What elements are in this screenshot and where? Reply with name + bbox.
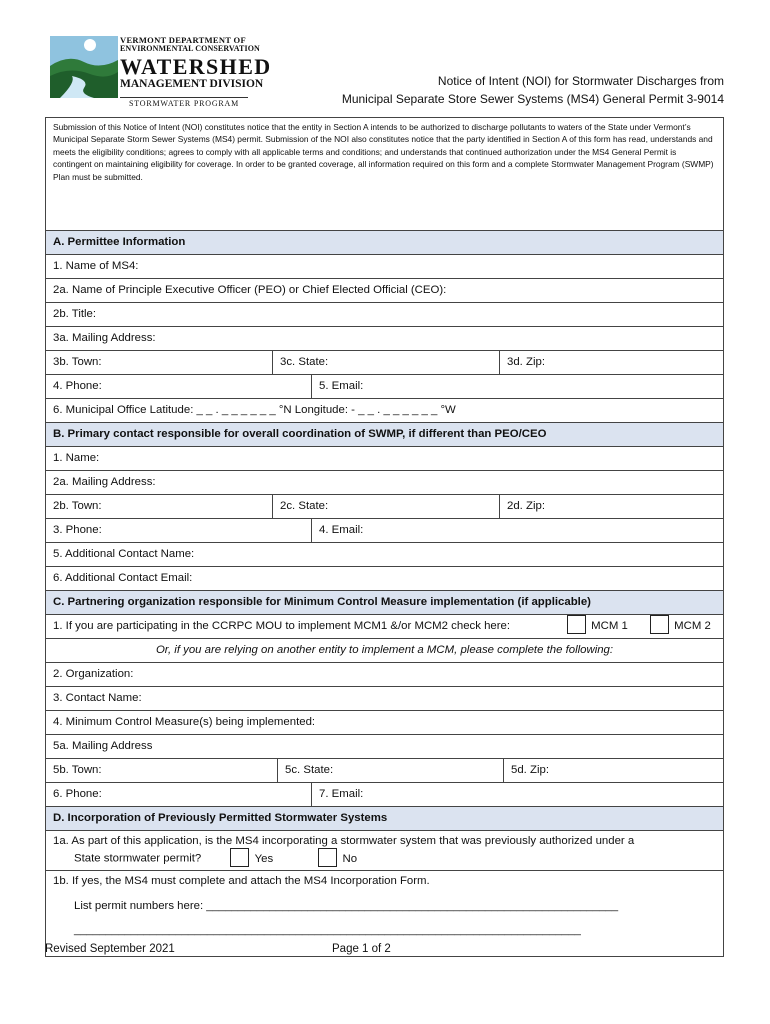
logo-line-1: VERMONT DEPARTMENT OF [120, 35, 246, 45]
peo-title-field[interactable]: 2b. Title: [46, 303, 723, 327]
q1a-row [46, 831, 723, 871]
mcm2-checkbox[interactable] [650, 615, 669, 634]
a-mailing-address-field[interactable]: 3a. Mailing Address: [46, 327, 723, 351]
a-town-state-zip-row [46, 351, 723, 375]
ccrpc-label: 1. If you are participating in the CCRPC MOU to implement MCM1 &/or MCM2 check here: [53, 620, 511, 632]
b-town-state-zip-row [46, 495, 723, 519]
logo-line-2: ENVIRONMENTAL CONSERVATION [120, 43, 260, 53]
page-number: Page 1 of 2 [332, 943, 391, 955]
section-b-heading: B. Primary contact responsible for overall coordination of SWMP, if different than PEO/CEO [46, 423, 723, 447]
c-town-state-zip-row [46, 759, 723, 783]
b-additional-contact-email-field[interactable]: 6. Additional Contact Email: [46, 567, 723, 591]
agency-logo [50, 35, 272, 108]
q1b-text: 1b. If yes, the MS4 must complete and attach the MS4 Incorporation Form. [53, 875, 430, 887]
mcm1-label: MCM 1 [591, 620, 628, 632]
ccrpc-row [46, 615, 723, 639]
section-a-heading: A. Permittee Information [46, 231, 723, 255]
document-title-line-1: Notice of Intent (NOI) for Stormwater Discharges from [437, 74, 724, 88]
c-state-field[interactable]: 5c. State: [277, 759, 503, 782]
permit-numbers-line-2[interactable]: ________________________________________________________________________________ [74, 924, 581, 936]
c-contact-name-field[interactable]: 3. Contact Name: [46, 687, 723, 711]
logo-line-4: MANAGEMENT DIVISION [120, 77, 264, 90]
a-town-field[interactable]: 3b. Town: [53, 356, 102, 368]
peo-name-field[interactable]: 2a. Name of Principle Executive Officer (PEO) or Chief Elected Official (CEO): [46, 279, 723, 303]
a-email-field[interactable]: 5. Email: [311, 375, 723, 398]
b-state-field[interactable]: 2c. State: [272, 495, 499, 518]
c-town-field[interactable]: 5b. Town: [53, 764, 102, 776]
revision-date: Revised September 2021 [45, 943, 175, 955]
section-c-heading: C. Partnering organization responsible for Minimum Control Measure implementation (if applicable) [46, 591, 723, 615]
noi-form [45, 117, 724, 957]
q1a-line-2: State stormwater permit? [74, 852, 202, 865]
or-relying-instruction: Or, if you are relying on another entity to implement a MCM, please complete the following: [46, 639, 723, 663]
b-phone-field[interactable]: 3. Phone: [53, 524, 102, 536]
document-title-line-2: Municipal Separate Store Sewer Systems (MS4) General Permit 3-9014 [341, 92, 724, 106]
logo-line-5: STORMWATER PROGRAM [120, 97, 248, 108]
q1a-line-1: 1a. As part of this application, is the MS4 incorporating a stormwater system that was previously authorized under a [53, 835, 635, 847]
c-email-field[interactable]: 7. Email: [311, 783, 723, 806]
a-phone-email-row [46, 375, 723, 399]
c-zip-field[interactable]: 5d. Zip: [503, 759, 723, 782]
b-phone-email-row [46, 519, 723, 543]
no-checkbox[interactable] [318, 848, 337, 867]
permit-numbers-field[interactable]: List permit numbers here: _________________________________________________________________ [74, 900, 619, 912]
ms4-name-field[interactable]: 1. Name of MS4: [46, 255, 723, 279]
no-label: No [342, 852, 358, 865]
c-mailing-address-field[interactable]: 5a. Mailing Address [46, 735, 723, 759]
a-zip-field[interactable]: 3d. Zip: [499, 351, 723, 374]
a-state-field[interactable]: 3c. State: [272, 351, 499, 374]
intro-paragraph: Submission of this Notice of Intent (NOI) constitutes notice that the entity in Section A intends to be authorized to discharge pollutants to waters of the State under Vermont’s Municipal Separate Storm Sewer Systems (MS4) permit. Submission of the NOI also constitutes notice that the party identified in Section A of this form has read, understands and meets the eligibility conditions; agrees to comply with all applicable terms and conditions; and understands that continued authorization under the MS4 General Permit is contingent on maintaining eligibility for coverage. In order to be granted coverage, all information required on this form and a complete Stormwater Management Program (SWMP) Plan must be submitted. [46, 118, 723, 231]
c-phone-field[interactable]: 6. Phone: [53, 788, 102, 800]
watershed-landscape-icon [50, 36, 118, 98]
c-phone-email-row [46, 783, 723, 807]
a-phone-field[interactable]: 4. Phone: [53, 380, 102, 392]
b-mailing-address-field[interactable]: 2a. Mailing Address: [46, 471, 723, 495]
c-organization-field[interactable]: 2. Organization: [46, 663, 723, 687]
yes-checkbox[interactable] [230, 848, 249, 867]
mcm1-checkbox[interactable] [567, 615, 586, 634]
b-email-field[interactable]: 4. Email: [311, 519, 723, 542]
b-name-field[interactable]: 1. Name: [46, 447, 723, 471]
section-d-heading: D. Incorporation of Previously Permitted Stormwater Systems [46, 807, 723, 831]
b-additional-contact-name-field[interactable]: 5. Additional Contact Name: [46, 543, 723, 567]
b-town-field[interactable]: 2b. Town: [53, 500, 102, 512]
b-zip-field[interactable]: 2d. Zip: [499, 495, 723, 518]
c-mcm-implemented-field[interactable]: 4. Minimum Control Measure(s) being implemented: [46, 711, 723, 735]
yes-label: Yes [254, 852, 274, 865]
logo-line-3: WATERSHED [120, 53, 272, 79]
lat-long-field[interactable]: 6. Municipal Office Latitude: _ _ . _ _ _ _ _ _ °N Longitude: - _ _ . _ _ _ _ _ _ °W [46, 399, 723, 423]
mcm2-label: MCM 2 [674, 620, 711, 632]
